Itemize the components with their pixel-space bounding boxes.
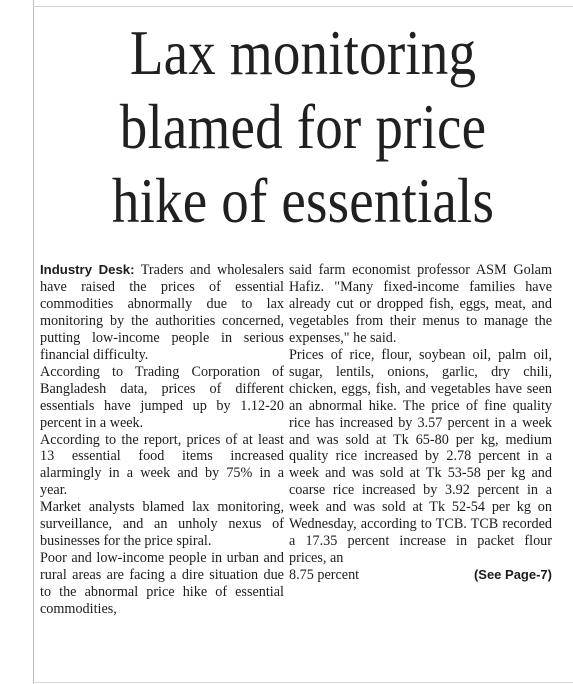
top-rule (33, 6, 573, 7)
closing-text: 8.75 percent (289, 567, 360, 584)
closing-line (289, 567, 552, 584)
paragraph: According to the report, prices of at least 13 essential food items increased alarmingly in a week and by 75% in a year. (40, 431, 284, 499)
headline-line-1: Lax monitoring (129, 17, 477, 88)
paragraph: said farm economist professor ASM Golam Hafiz. "Many fixed-income families have already cut or dropped fish, eggs, meat, and vegetables from their menus to manage the expenses," he said. (289, 262, 552, 346)
headline (71, 16, 535, 238)
article-column-left (40, 262, 284, 618)
paragraph: According to Trading Corporation of Bangladesh data, prices of different essentials have jumped up by 1.12-20 percent in a week. (40, 363, 284, 431)
article-column-right (289, 262, 552, 584)
lead-text: Traders and wholesalers have raised the prices of essential commodities abnormally due to lax monitoring by the authorities concerned, putting low-income people in serious financial difficulty. (40, 262, 284, 363)
continuation-link[interactable]: (See Page-7) (473, 567, 552, 583)
paragraph: Poor and low-income people in urban and rural areas are facing a dire situation due to the abnormal price hike of essential commodities, (40, 550, 284, 618)
bottom-rule (33, 682, 573, 683)
paragraph: Prices of rice, flour, soybean oil, palm oil, sugar, lentils, onions, garlic, dry chili, chicken, eggs, fish, and vegetables have seen an abnormal hike. The price of fine quality rice has increased by 3.57 percent in a week and was sold at Tk 65-80 per kg, medium quality rice increased by 2.78 percent in a week and was sold at Tk 53-58 per kg and coarse rice increased by 3.92 percent in a week and was sold at Tk 52-54 per kg on Wednesday, according to TCB. TCB recorded a 17.35 percent increase in packet flour prices, an (289, 346, 552, 567)
headline-line-2: blamed for price (119, 91, 487, 162)
lead-paragraph (40, 262, 284, 364)
paragraph: Market analysts blamed lax monitoring, surveillance, and an unholy nexus of businesses for the price spiral. (40, 499, 284, 550)
headline-line-3: hike of essentials (111, 165, 495, 236)
dateline: Industry Desk: (40, 262, 135, 277)
